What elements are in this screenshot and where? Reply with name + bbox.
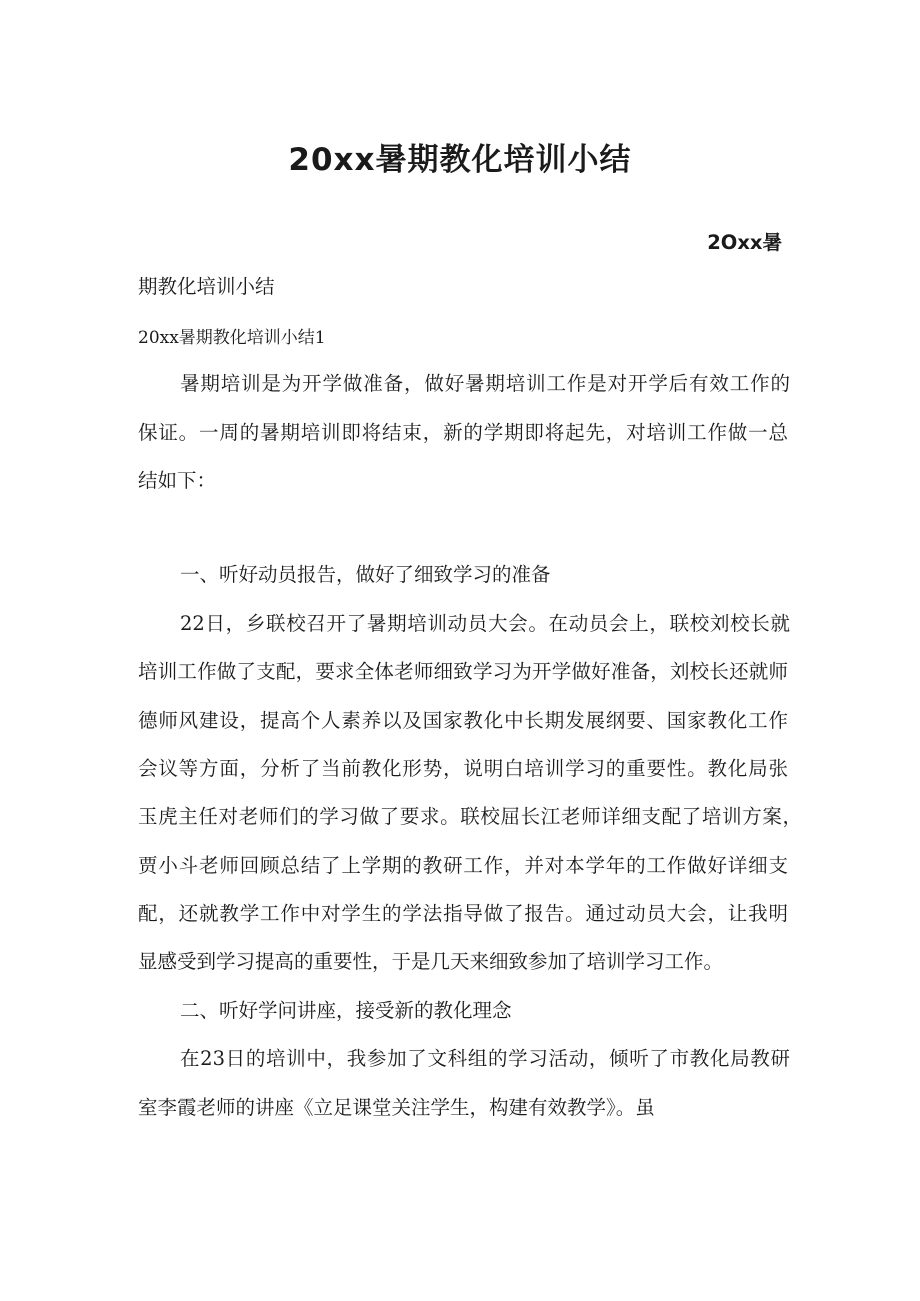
subheading-1: 一、听好动员报告，做好了细致学习的准备 (180, 563, 551, 586)
paragraph-line: 在23日的培训中，我参加了文科组的学习活动，倾听了市教化局教研 (180, 1047, 790, 1070)
paragraph-line: 玉虎主任对老师们的学习做了要求。联校屈长江老师详细支配了培训方案， (138, 805, 802, 828)
paragraph-line: 会议等方面，分析了当前教化形势，说明白培训学习的重要性。教化局张 (138, 757, 788, 780)
paragraph-line: 配，还就教学工作中对学生的学法指导做了报告。通过动员大会，让我明 (138, 902, 788, 925)
paragraph-line: 室李霞老师的讲座《立足课堂关注学生，构建有效教学》。虽 (138, 1096, 655, 1119)
document-title: 20xx暑期教化培训小结 (288, 142, 632, 178)
subtitle-left: 期教化培训小结 (138, 275, 275, 298)
paragraph-line: 22日，乡联校召开了暑期培训动员大会。在动员会上，联校刘校长就 (180, 612, 790, 635)
paragraph-line: 暑期培训是为开学做准备，做好暑期培训工作是对开学后有效工作的 (180, 372, 790, 395)
paragraph-line: 显感受到学习提高的重要性，于是几天来细致参加了培训学习工作。 (138, 950, 724, 973)
paragraph-line: 贾小斗老师回顾总结了上学期的教研工作，并对本学年的工作做好详细支 (138, 854, 788, 877)
section-heading: 20xx暑期教化培训小结1 (138, 328, 326, 348)
paragraph-line: 保证。一周的暑期培训即将结束，新的学期即将起先，对培训工作做一总 (138, 421, 788, 444)
subheading-2: 二、听好学问讲座，接受新的教化理念 (180, 999, 512, 1022)
paragraph-line: 培训工作做了支配，要求全体老师细致学习为开学做好准备，刘校长还就师 (138, 660, 788, 683)
subtitle-right: 2Oxx暑 (707, 231, 782, 254)
paragraph-line: 结如下： (138, 469, 217, 492)
paragraph-line: 德师风建设，提高个人素养以及国家教化中长期发展纲要、国家教化工作 (138, 709, 788, 732)
